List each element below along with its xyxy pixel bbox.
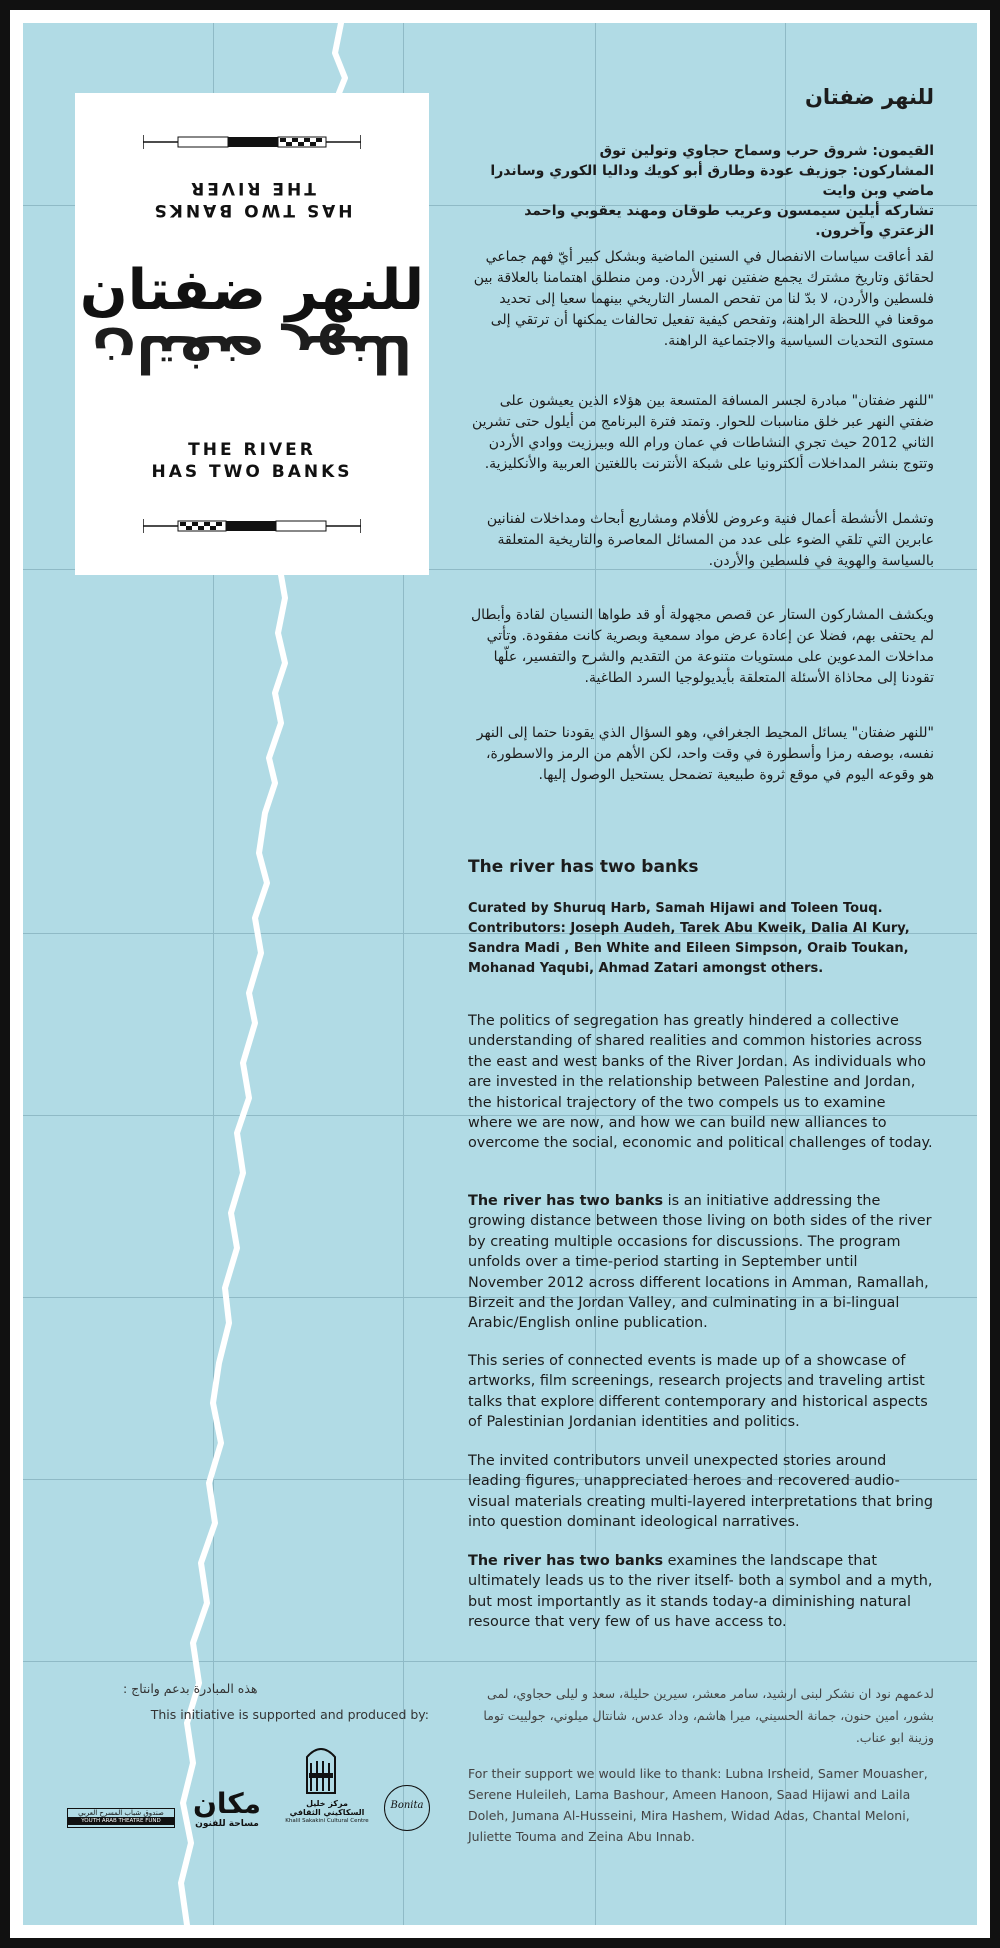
card-title-line2: HAS TWO BANKS [151, 462, 353, 482]
poster-card [75, 93, 429, 575]
thanks-english: For their support we would like to thank: Lubna Irsheid, Samer Mouasher, Serene Huleileh, Lama Bashour, Ameen Hanoon, Saad Hijawi and Laila Doleh, Jumana Al-Husseini, Mira Hashem, Widad Adas, Chantal Meloni, Juliette Touma and Zeina Abu Innab. [468, 1766, 928, 1844]
arabic-paragraph: "للنهر ضفتان" يسائل المحيط الجغرافي، وهو السؤال الذي يقودنا حتما إلى النهر نفسه، بوصفه رمزا وأسطورة في وقت واحد، لكن الأهم من الرمز والاسطورة، هو وقوعه اليوم في موقع ثروة طبيعية تضمحل يستحيل الوصول إليها. [476, 725, 934, 783]
theatre-logo-en: YOUTH ARAB THEATRE FUND [68, 1817, 174, 1825]
theatre-logo-ar: صندوق شباب المسرح العربي [78, 1809, 164, 1817]
support-label-ar: هذه المبادرة بدعم وانتاج : [123, 1681, 258, 1696]
arabic-contributors-2: تشاركه أيلين سيمسون وعريب طوقان ومهند يعقوبي واحمد الزعتري وآخرون. [524, 203, 934, 239]
arabic-contributors-1: المشاركون: جوزيف عودة وطارق أبو كويك وداليا الكوري وساندرا ماضي وبن وايت [490, 163, 934, 199]
english-paragraph-2-body: is an initiative addressing the growing distance between those living on both sides of the river by creating multiple occasions for discussions. The program unfolds over a time-period starting in September until November 2012 across different locations in Amman, Ramallah, Birzeit and the Jordan Valley, and culminating in a bi-lingual Arabic/English online publication. [468, 1193, 932, 1332]
english-paragraph-2 [468, 1191, 934, 1334]
card-title-flipped [75, 177, 429, 221]
arabic-paragraph: ويكشف المشاركون الستار عن قصص مجهولة أو قد طواها النسيان لقادة وأبطال لم يحتفى بهم، فضلا عن إعادة عرض مواد سمعية وبصرية كانت مفقودة. وتأتي مداخلات المدعوين على مستويات متنوعة من التقديم والشرح والتفسير، علّها تقودنا إلى محاذاة الأسئلة المتعلقة بأيديولوجيا السرد الطاغية. [470, 607, 934, 686]
sakakini-building-icon [303, 1743, 339, 1795]
english-paragraph-1: The politics of segregation has greatly hindered a collective understanding of shared realities and common histories across the east and west banks of the River Jordan. As individuals who are invested in the relationship between Palestine and Jordan, the historical trajectory of the two compels us to examine where we are now, and how we can build new alliances to overcome the social, economic and political challenges of today. [468, 1013, 933, 1152]
sakakini-logo-ar: مركز خليل السكاكيني الثقافي [289, 1799, 365, 1817]
card-arabic-title: للنهر ضفتان [79, 258, 425, 323]
poster-canvas [23, 23, 977, 1925]
english-paragraph-3: This series of connected events is made up of a showcase of artworks, film screenings, research projects and traveling artist talks that explore different contemporary and historical aspects of Palestinian Jordanian identities and politics. [468, 1353, 928, 1431]
arabic-credits [468, 141, 934, 241]
card-title [75, 439, 429, 483]
english-paragraph-5-lead: The river has two banks [468, 1553, 664, 1569]
sakakini-logo-en: Khalil Sakakini Cultural Centre [285, 1818, 369, 1824]
makan-logo-sub: مساحة للفنون [195, 1819, 259, 1829]
english-curators: Curated by Shuruq Harb, Samah Hijawi and Toleen Touq. [468, 901, 883, 916]
arabic-curators: القيمون: شروق حرب وسماح حجاوي وتولين توق [599, 143, 934, 159]
makan-logo-title: مكان [192, 1787, 262, 1820]
checker-bar-icon [143, 133, 361, 151]
arabic-paragraph: "للنهر ضفتان" مبادرة لجسر المسافة المتسعة بين هؤلاء الذين يعيشون على ضفتي النهر عبر خلق مناسبات للحوار. وتمتد فترة البرنامج من أيلول حتى تشرين الثاني 2012 حيث تجري النشاطات في عمان ورام الله وبيرزيت ووادي الأردن وتتوج بنشر المداخلات ألكترونيا على شبكة الأنترنت باللغتين العربية والأنكليزية. [471, 393, 934, 472]
arabic-paragraph: لقد أعاقت سياسات الانفصال في السنين الماضية وبشكل كبير أيّ فهم جماعي لحقائق وتاريخ مشترك يجمع ضفتين نهر الأردن. ومن منطلق اهتمامنا بالعلاقة بين فلسطين والأردن، لا بدّ لنا من تفحص المسار التاريخي بينهما سعيا إلى تحديد موقعنا في اللحظة الراهنة، وتفحص كيفية تفعيل تحالفات يمكنها أن ترتقي إلى مستوى التحديات السياسية والاجتماعية الراهنة. [473, 249, 934, 349]
english-contributors: Contributors: Joseph Audeh, Tarek Abu Kweik, Dalia Al Kury, Sandra Madi , Ben White and Eileen Simpson, Oraib Toukan, Mohanad Yaqubi, Ahmad Zatari amongst others. [468, 921, 910, 976]
english-credits [468, 899, 934, 979]
english-paragraph-4: The invited contributors unveil unexpected stories around leading figures, unappreciated heroes and recovered audio-visual materials creating multi-layered interpretations that bring into question dominant ideological narratives. [468, 1453, 933, 1531]
card-title-line2: HAS TWO BANKS [151, 200, 353, 220]
english-paragraph-5-body: examines the landscape that ultimately leads us to the river itself- both a symbol and a myth, but most importantly as it stands today-a diminishing natural resource that very few of us have access to. [468, 1553, 933, 1631]
support-label-en: This initiative is supported and produced by: [150, 1707, 429, 1722]
bonita-seal-logo: Bonita [384, 1785, 430, 1831]
youth-arab-theatre-fund-logo [67, 1808, 175, 1828]
english-title: The river has two banks [468, 857, 699, 877]
makan-logo [191, 1789, 263, 1829]
card-title-line1: THE RIVER [188, 440, 316, 460]
sakakini-logo [285, 1799, 369, 1826]
card-arabic-title-mirrored: للنهر ضفتان [92, 323, 412, 383]
thanks-arabic: لدعمهم نود ان نشكر لبنى ارشيد، سامر معشر، سيرين حليلة، سعد و ليلى حجاوي، لمى بشور، امين حنون، جمانة الحسيني، ميرا هاشم، وداد عدس، شانتال ميلوني، جولييت توما وزينة ابو عناب. [483, 1686, 934, 1745]
arabic-title: للنهر ضفتان [804, 85, 934, 109]
checker-bar-icon [143, 517, 361, 535]
english-paragraph-2-lead: The river has two banks [468, 1193, 664, 1209]
arabic-paragraph: وتشمل الأنشطة أعمال فنية وعروض للأفلام ومشاريع أبحاث ومداخلات لفنانين عابرين التي تلقي الضوء على عدد من المسائل المعاصرة والتاريخية المتعلقة بالسياسة والهوية في فلسطين والأردن. [486, 511, 934, 569]
card-title-line1: THE RIVER [188, 178, 316, 198]
english-paragraph-5 [468, 1551, 934, 1633]
